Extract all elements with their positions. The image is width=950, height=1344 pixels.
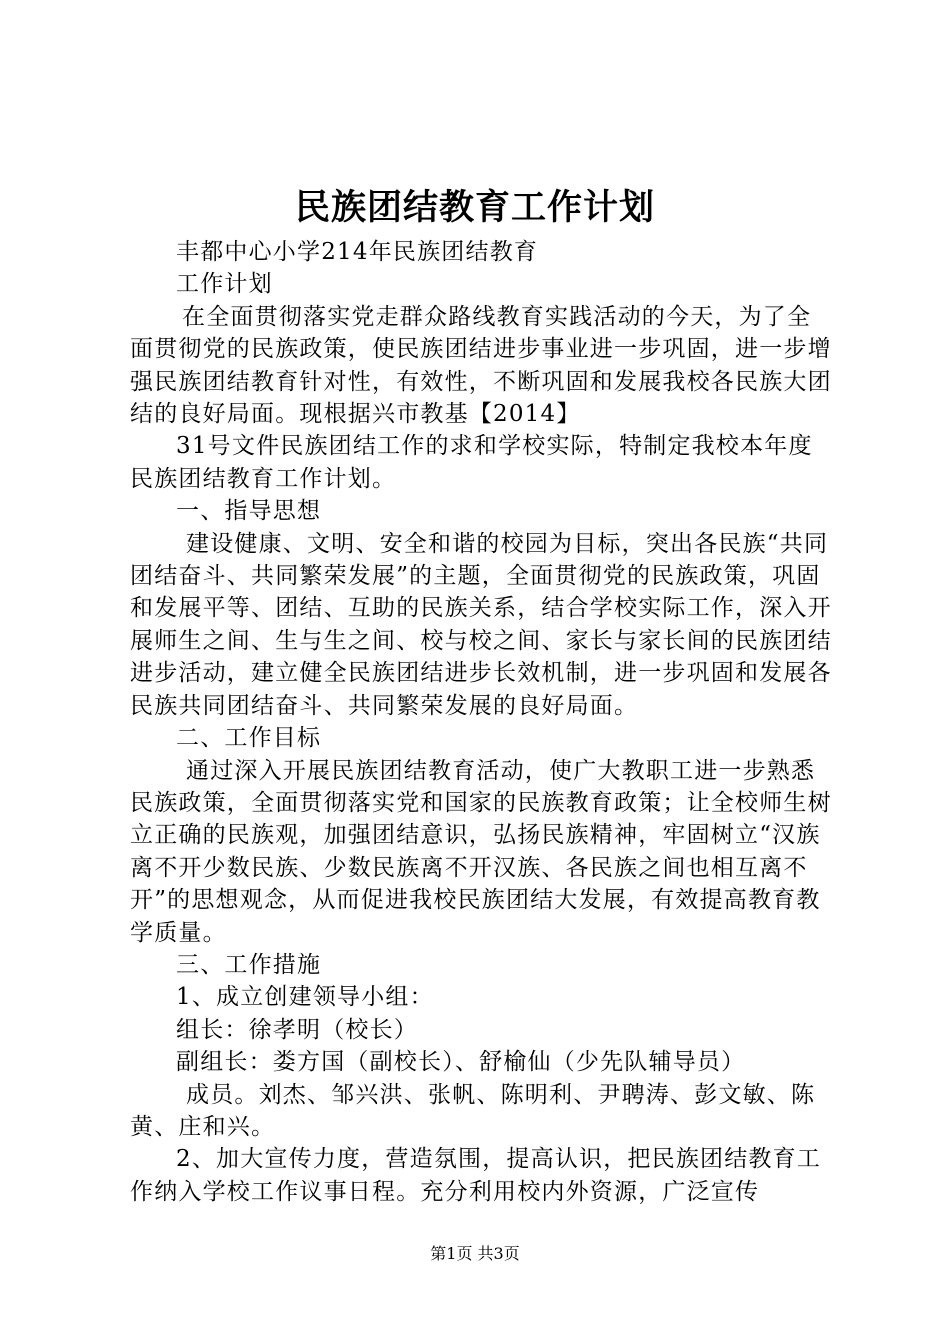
paragraph-guiding-thought: 建设健康、文明、安全和谐的校园为目标，突出各民族“共同团结奋斗、共同繁荣发展”的主题，全面贯彻党的民族政策，巩固和发展平等、团结、互助的民族关系，结合学校实际工作，深入开展师生之间、生与生之间、校与校之间、家长与家长间的民族团结进步活动，建立健全民族团结进步长效机制，进一步巩固和发展各民族共同团结奋斗、共同繁荣发展的良好局面。	[130, 530, 832, 719]
paragraph-work-goals: 通过深入开展民族团结教育活动，使广大教职工进一步熟悉民族政策，全面贯彻落实党和国家的民族教育政策；让全校师生树立正确的民族观，加强团结意识，弘扬民族精神，牢固树立“汉族离不开少数民族、少数民族离不开汉族、各民族之间也相互离不开”的思想观念，从而促进我校民族团结大发展，有效提高教育教学质量。	[130, 757, 832, 946]
paragraph-intro-continued: 31号文件民族团结工作的求和学校实际，特制定我校本年度民族团结教育工作计划。	[130, 433, 813, 492]
paragraph-group-leader: 组长：徐孝明（校长）	[176, 1016, 418, 1043]
section-heading-work-measures: 三、工作措施	[176, 951, 322, 978]
paragraph-school-heading: 丰都中心小学214年民族团结教育	[176, 239, 539, 265]
page-footer: 第1页 共3页	[430, 1244, 520, 1263]
paragraph-members: 成员。刘杰、邹兴洪、张帆、陈明利、尹聘涛、彭文敏、陈黄、庄和兴。	[130, 1081, 816, 1140]
section-heading-guiding-thought: 一、指导思想	[176, 498, 322, 525]
paragraph-deputy-leaders: 副组长：娄方国（副校长）、舒榆仙（少先队辅导员）	[176, 1049, 746, 1076]
paragraph-publicity: 2、加大宣传力度，营造氛围，提高认识，把民族团结教育工作纳入学校工作议事日程。充分利用校内外资源，广泛宣传	[130, 1146, 822, 1205]
document-title: 民族团结教育工作计划	[294, 187, 655, 228]
section-heading-work-goals: 二、工作目标	[176, 725, 322, 752]
paragraph-intro: 在全面贯彻落实党走群众路线教育实践活动的今天，为了全面贯彻党的民族政策，使民族团结进步事业进一步巩固，进一步增强民族团结教育针对性，有效性，不断巩固和发展我校各民族大团结的良好局面。现根据兴市教基【2014】	[130, 303, 832, 428]
paragraph-leadership-group: 1、成立创建领导小组：	[176, 984, 434, 1011]
document-body	[130, 236, 835, 1208]
paragraph-plan-heading: 工作计划	[176, 271, 273, 298]
